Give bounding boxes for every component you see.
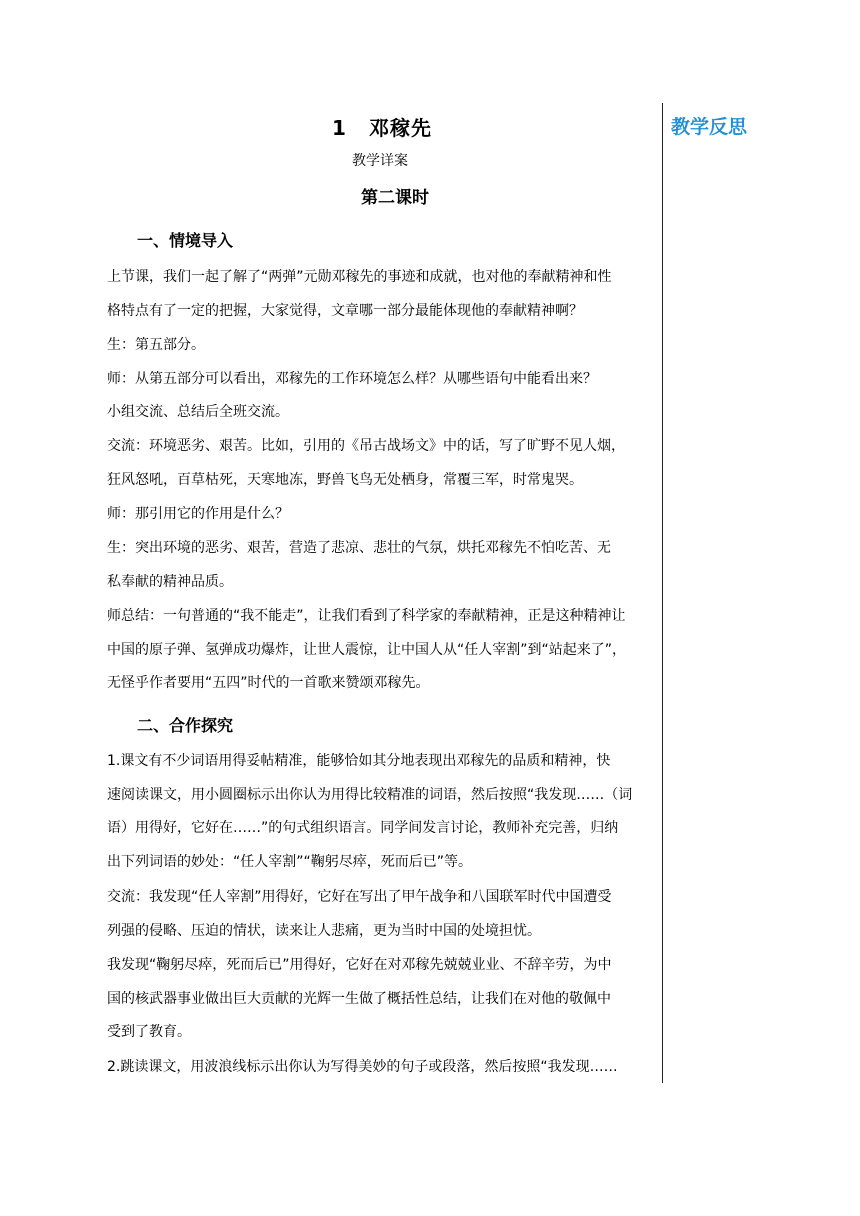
text-line: 私奉献的精神品质。 [107,573,233,590]
text-line: 国的核武器事业做出巨大贡献的光辉一生做了概括性总结，让我们在对他的敬佩中 [107,990,611,1007]
text-line: 1.课文有不少词语用得妥帖精准，能够恰如其分地表现出邓稼先的品质和精神，快 [107,753,611,769]
reflection-heading: 教学反思 [671,116,748,138]
text-line: 师：那引用它的作用是什么？ [107,506,289,522]
text-line: 无怪乎作者要用“五四”时代的一首歌来赞颂邓稼先。 [107,675,430,691]
paragraph [107,396,659,430]
text-line: 师：从第五部分可以看出，邓稼先的工作环境怎么样？从哪些语句中能看出来？ [107,371,597,387]
paragraph [107,329,659,363]
text-line: 速阅读课文，用小圆圈标示出你认为用得比较精准的词语，然后按照“我发现……（词 [107,786,633,803]
paragraph [107,363,659,397]
paragraph [107,949,659,1050]
paragraph [107,532,659,599]
section-heading-intro: 一、情境导入 [137,231,234,250]
lesson-title-text: 邓稼先 [368,116,432,140]
text-line: 交流：我发现“任人宰割”用得好，它好在写出了甲午战争和八国联军时代中国遭受 [107,889,612,905]
text-line: 受到了教育。 [107,1024,191,1040]
text-line: 2.跳读课文，用波浪线标示出你认为写得美妙的句子或段落，然后按照“我发现…… [107,1059,618,1075]
paragraph [107,261,659,328]
paragraph [107,600,659,701]
text-line: 小组交流、总结后全班交流。 [107,404,289,420]
subtitle: 教学详案 [352,153,408,169]
text-line: 列强的侵略、压迫的情状，读来让人悲痛，更为当时中国的处境担忧。 [107,922,541,939]
paragraph [107,1051,659,1085]
text-line: 我发现“鞠躬尽瘁，死而后已”用得好，它好在对邓稼先兢兢业业、不辞辛劳，为中 [107,957,612,973]
text-line: 格特点有了一定的把握，大家觉得，文章哪一部分最能体现他的奉献精神啊？ [107,302,583,319]
paragraph [107,430,659,497]
paragraph [107,498,659,532]
text-line: 狂风怒吼，百草枯死，天寒地冻，野兽飞鸟无处栖身，常覆三军，时常鬼哭。 [107,471,583,488]
text-line: 生：第五部分。 [107,337,205,353]
text-line: 中国的原子弹、氢弹成功爆炸，让世人震惊，让中国人从“任人宰割”到“站起来了”， [107,641,627,658]
lesson-period: 第二课时 [361,188,429,208]
lesson-number: 1 [332,116,347,140]
lesson-title [107,112,657,141]
column-divider [662,103,663,1083]
text-line: 语）用得好，它好在……”的句式组织语言。同学间发言讨论，教师补充完善，归纳 [107,820,619,836]
text-line: 师总结：一句普通的“我不能走”，让我们看到了科学家的奉献精神，正是这种精神让 [107,608,626,624]
text-line: 上节课，我们一起了解了“两弹”元勋邓稼先的事迹和成就，也对他的奉献精神和性 [107,269,612,285]
text-line: 出下列词语的妙处：“任人宰割”“鞠躬尽瘁，死而后已”等。 [107,853,473,870]
text-line: 生：突出环境的恶劣、艰苦，营造了悲凉、悲壮的气氛，烘托邓稼先不怕吃苦、无 [107,540,611,556]
text-line: 交流：环境恶劣、艰苦。比如，引用的《吊古战场文》中的话，写了旷野不见人烟， [107,438,625,454]
paragraph [107,745,659,879]
section-heading-explore: 二、合作探究 [137,716,234,735]
paragraph [107,881,659,948]
